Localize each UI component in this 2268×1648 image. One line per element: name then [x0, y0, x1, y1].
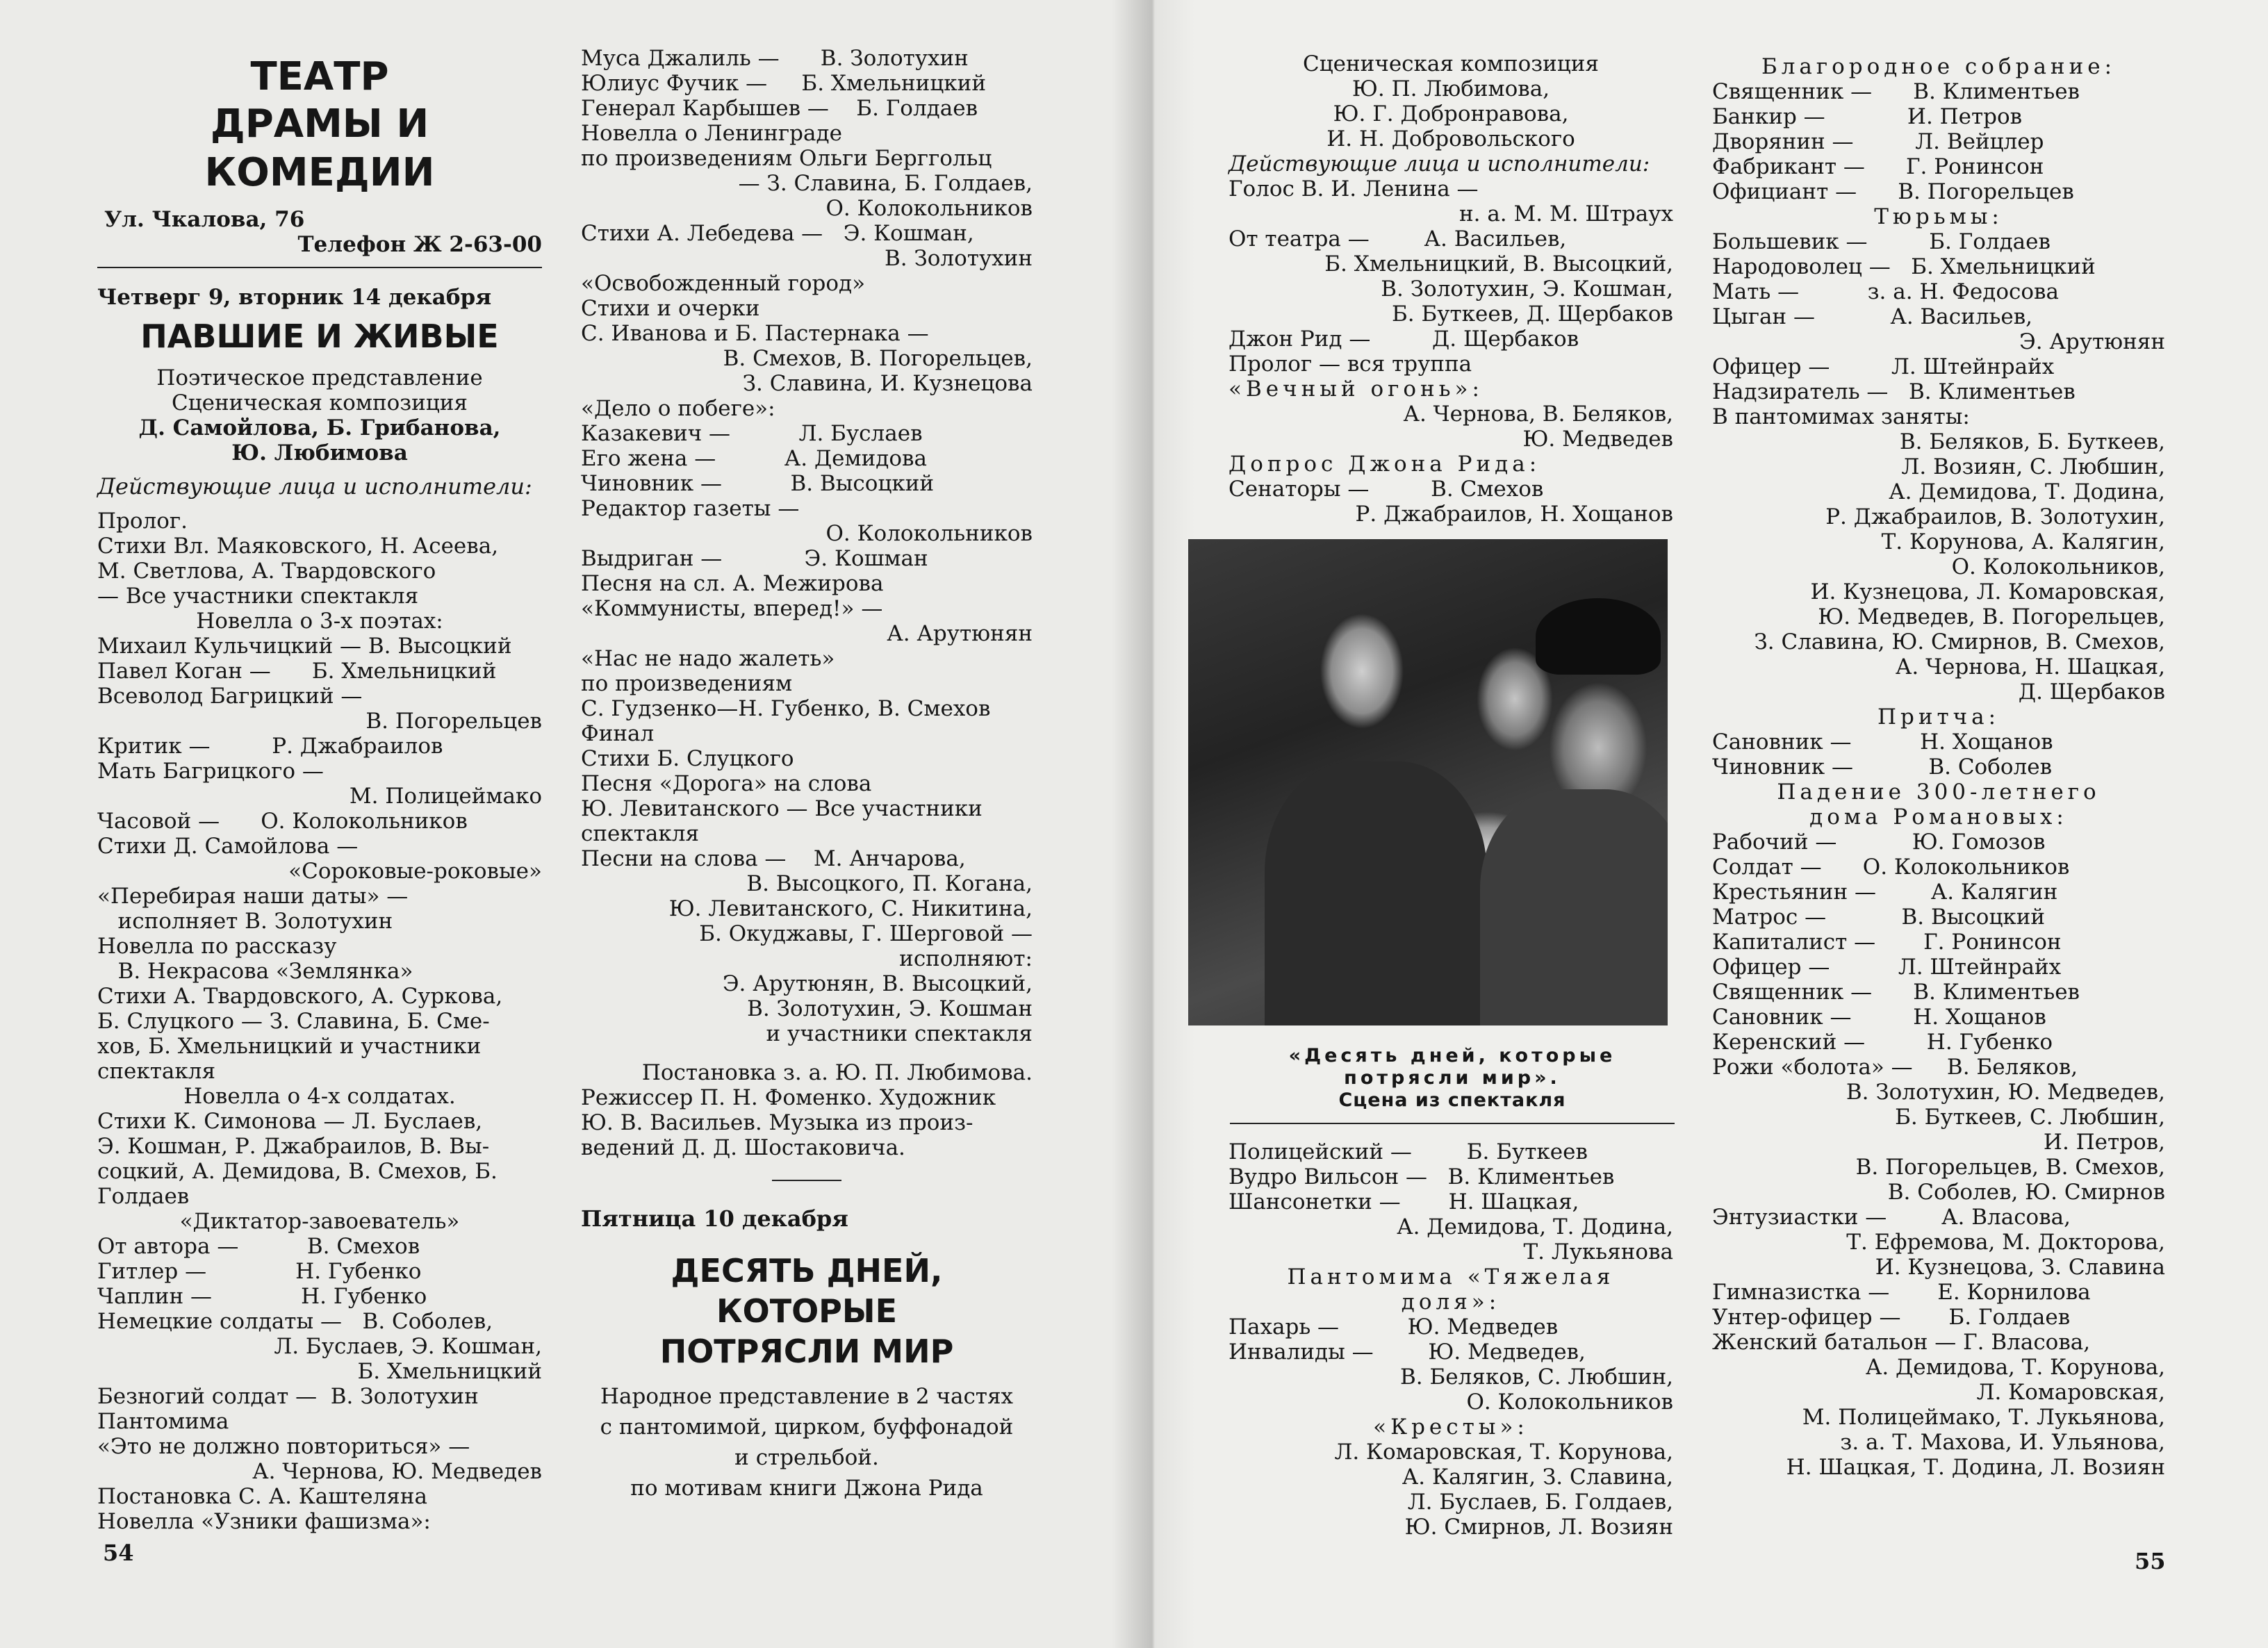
text-line: Пролог — вся труппа — [1228, 352, 1472, 377]
text-line: Д. Щербаков — [2018, 679, 2165, 704]
text-line: «Дело о побеге»: — [581, 396, 775, 421]
text-line: Ю. Г. Добронравова, — [1333, 101, 1569, 126]
text-line: Н. Шацкая, Т. Додина, Л. Возиян — [1786, 1455, 2165, 1480]
text-line: доля»: — [1401, 1289, 1501, 1315]
text-line: О. Колокольников — [825, 196, 1033, 221]
text-line: Немецкие солдаты — В. Соболев, — [97, 1309, 493, 1334]
text-line: по произведениям — [581, 671, 793, 696]
text-line: Критик — Р. Джабраилов — [97, 734, 443, 759]
header-divider — [97, 267, 542, 268]
text-line: Священник — В. Климентьев — [1712, 980, 2080, 1005]
text-line: Благородное собрание: — [1761, 54, 2117, 79]
text-line: В. Золотухин, Э. Кошман — [747, 996, 1033, 1021]
text-line: Шансонетки — Н. Шацкая, — [1228, 1189, 1579, 1214]
photo-caption — [1230, 1045, 1675, 1112]
text-line: Солдат — О. Колокольников — [1712, 855, 2070, 880]
play1-subtitle-line: Поэтическое представление — [156, 365, 483, 390]
text-line: З. Славина, И. Кузнецова — [742, 371, 1033, 396]
text-line: Т. Корунова, А. Калягин, — [1881, 529, 2165, 554]
text-line: Дворянин — Л. Вейцлер — [1712, 129, 2044, 154]
text-line: Пролог. — [97, 509, 188, 534]
text-line: Б. Хмельницкий, В. Высоцкий, — [1324, 252, 1673, 277]
text-line: Р. Джабраилов, В. Золотухин, — [1825, 504, 2165, 529]
text-line: Керенский — Н. Губенко — [1712, 1030, 2053, 1055]
caption-line: потрясли мир». — [1344, 1067, 1561, 1089]
text-line: Официант — В. Погорельцев — [1712, 179, 2074, 204]
photo-figure — [1480, 789, 1668, 1025]
left-column — [97, 51, 542, 1534]
text-line: Чиновник — В. Высоцкий — [581, 471, 935, 496]
text-line: З. Славина, Ю. Смирнов, В. Смехов, — [1754, 629, 2165, 654]
play2-desc-line: с пантомимой, цирком, буффонадой — [600, 1415, 1014, 1440]
play2-title-line: ПОТРЯСЛИ МИР — [659, 1333, 954, 1370]
text-line: Редактор газеты — — [581, 496, 800, 521]
text-line: С. Иванова и Б. Пастернака — — [581, 321, 929, 346]
text-line: «Диктатор-завоеватель» — [179, 1209, 460, 1234]
text-line: А. Демидова, Т. Додина, — [1397, 1214, 1673, 1239]
text-line: А. Демидова, Т. Додина, — [1889, 479, 2165, 504]
text-line: О. Колокольников — [1466, 1390, 1673, 1415]
text-line: Б. Буткеев, С. Любшин, — [1895, 1105, 2165, 1130]
play1-title: ПАВШИЕ И ЖИВЫЕ — [140, 318, 499, 355]
play2-title-line: ДЕСЯТЬ ДНЕЙ, — [671, 1252, 943, 1289]
text-line: Ю. Левитанского — Все участники — [581, 796, 983, 821]
text-line: Песня на сл. А. Межирова — [581, 571, 884, 596]
text-line: Чаплин — Н. Губенко — [97, 1284, 427, 1309]
text-line: С. Гудзенко—Н. Губенко, В. Смехов — [581, 696, 991, 721]
text-line: А. Арутюнян — [887, 621, 1033, 646]
text-line: Т. Ефремова, М. Докторова, — [1846, 1230, 2165, 1255]
text-line: Б. Окуджавы, Г. Шерговой — — [699, 921, 1033, 946]
stage-photo — [1188, 539, 1668, 1025]
text-line: Джон Рид — Д. Щербаков — [1228, 327, 1579, 352]
short-divider — [772, 1180, 841, 1181]
text-line: Полицейский — Б. Буткеев — [1228, 1139, 1588, 1164]
text-line: Матрос — В. Высоцкий — [1712, 905, 2046, 930]
play2-desc-line: по мотивам книги Джона Рида — [630, 1476, 983, 1501]
text-line: Э. Кошман, Р. Джабраилов, В. Вы- — [97, 1134, 490, 1159]
text-line: А. Калягин, З. Славина, — [1402, 1465, 1673, 1490]
text-line: В. Смехов, В. Погорельцев, — [723, 346, 1033, 371]
text-line: Пахарь — Ю. Медведев — [1228, 1315, 1559, 1340]
text-line: н. а. М. М. Штраух — [1458, 201, 1673, 226]
text-line: Унтер-офицер — Б. Голдаев — [1712, 1305, 2071, 1330]
text-line: Крестьянин — А. Калягин — [1712, 880, 2058, 905]
text-line: ведений Д. Д. Шостаковича. — [581, 1135, 905, 1160]
text-line: Б. Хмельницкий — [357, 1359, 542, 1384]
play2-desc-line: Народное представление в 2 частях — [600, 1384, 1013, 1409]
text-line: «Это не должно повториться» — — [97, 1434, 470, 1459]
text-line: Стихи Д. Самойлова — — [97, 834, 359, 859]
page-number-left: 54 — [103, 1540, 134, 1566]
text-line: соцкий, А. Демидова, В. Смехов, Б. — [97, 1159, 498, 1184]
text-line: Ю. П. Любимова, — [1351, 76, 1550, 101]
text-line: Постановка з. а. Ю. П. Любимова. — [641, 1060, 1033, 1085]
text-line: Тюрьмы: — [1874, 204, 2003, 229]
text-line: Банкир — И. Петров — [1712, 104, 2023, 129]
text-line: Большевик — Б. Голдаев — [1712, 229, 2051, 254]
text-line: «Нас не надо жалеть» — [581, 646, 835, 671]
text-line: исполняет В. Золотухин — [97, 909, 393, 934]
text-line: Л. Буслаев, Б. Голдаев, — [1407, 1490, 1673, 1515]
text-line: Притча: — [1877, 704, 2000, 730]
text-line: по произведениям Ольги Берггольц — [581, 146, 992, 171]
text-line: От театра — А. Васильев, — [1228, 226, 1567, 252]
text-line: Новелла по рассказу — [97, 934, 337, 959]
text-line: М. Полицеймако, Т. Лукьянова, — [1802, 1405, 2165, 1430]
text-line: Энтузиастки — А. Власова, — [1712, 1205, 2071, 1230]
text-line: спектакля — [581, 821, 700, 846]
text-line: «Перебирая наши даты» — — [97, 884, 409, 909]
play1-cast-list — [97, 509, 542, 1534]
text-line: И. Н. Добровольского — [1326, 126, 1575, 151]
text-line: Всеволод Багрицкий — — [97, 684, 363, 709]
play1-subtitle-line: Д. Самойлова, Б. Грибанова, — [138, 415, 501, 440]
text-line: Ю. Левитанского, С. Никитина, — [668, 896, 1033, 921]
text-line: Т. Лукьянова — [1523, 1239, 1673, 1264]
text-line: В. Золотухин, Ю. Медведев, — [1846, 1080, 2165, 1105]
text-line: хов, Б. Хмельницкий и участники — [97, 1034, 482, 1059]
caption-line: Сцена из спектакля — [1338, 1089, 1566, 1111]
theatre-name-line2: ДРАМЫ И КОМЕДИИ — [204, 101, 435, 195]
play1-dates: Четверг 9, вторник 14 декабря — [97, 285, 492, 310]
caption-divider — [1230, 1123, 1675, 1124]
play2-date: Пятница 10 декабря — [581, 1205, 848, 1232]
play2-title-line: КОТОРЫЕ — [716, 1292, 897, 1330]
text-line: Действующие лица и исполнители: — [1228, 151, 1650, 176]
text-line: О. Колокольников — [825, 521, 1033, 546]
text-line: Стихи Вл. Маяковского, Н. Асеева, — [97, 534, 499, 559]
text-line: Постановка С. А. Каштеляна — [97, 1484, 427, 1509]
text-line: спектакля — [97, 1059, 216, 1084]
text-line: Режиссер П. Н. Фоменко. Художник — [581, 1085, 996, 1110]
text-line: Мать Багрицкого — — [97, 759, 324, 784]
text-line: Рабочий — Ю. Гомозов — [1712, 830, 2046, 855]
right-column-left-page — [581, 46, 1033, 1503]
theatre-phone: Телефон Ж 2-63-00 — [297, 232, 542, 257]
text-line: В. Погорельцев — [365, 709, 542, 734]
text-line: А. Чернова, Н. Шацкая, — [1895, 654, 2165, 679]
text-line: Капиталист — Г. Ронинсон — [1712, 930, 2062, 955]
text-line: Офицер — Л. Штейнрайх — [1712, 955, 2062, 980]
text-line: Стихи А. Лебедева — Э. Кошман, — [581, 221, 974, 246]
theatre-address: Ул. Чкалова, 76 — [104, 207, 305, 232]
text-line: исполняют: — [899, 946, 1033, 971]
text-line: М. Полицеймако — [349, 784, 542, 809]
play1-subtitle-line: Ю. Любимова — [231, 440, 408, 465]
text-line: В. Беляков, С. Любшин, — [1399, 1365, 1673, 1390]
text-line: Сановник — Н. Хощанов — [1712, 730, 2053, 755]
play2-desc-line: и стрельбой. — [734, 1445, 879, 1470]
text-line: Б. Слуцкого — З. Славина, Б. Сме- — [97, 1009, 490, 1034]
text-line: — Все участники спектакля — [97, 584, 419, 609]
text-line: Выдриган — Э. Кошман — [581, 546, 928, 571]
text-line: Р. Джабраилов, Н. Хощанов — [1355, 502, 1673, 527]
text-line: В пантомимах заняты: — [1712, 404, 1970, 429]
text-line: Гимназистка — Е. Корнилова — [1712, 1280, 2091, 1305]
text-line: Женский батальон — Г. Власова, — [1712, 1330, 2091, 1355]
page-number-right: 55 — [2135, 1548, 2166, 1574]
text-line: В. Погорельцев, В. Смехов, — [1855, 1155, 2165, 1180]
right-page-left-column-top — [1228, 51, 1673, 527]
text-line: Допрос Джона Рида: — [1228, 452, 1541, 477]
photo-figure — [1265, 761, 1487, 1025]
text-line: Инвалиды — Ю. Медведев, — [1228, 1340, 1586, 1365]
text-line: Финал — [581, 721, 655, 746]
text-line: Б. Буткеев, Д. Щербаков — [1392, 302, 1673, 327]
text-line: А. Чернова, В. Беляков, — [1403, 402, 1673, 427]
text-line: Ю. Медведев, В. Погорельцев, — [1818, 604, 2165, 629]
text-line: И. Кузнецова, З. Славина — [1875, 1255, 2165, 1280]
text-line: Генерал Карбышев — Б. Голдаев — [581, 96, 978, 121]
text-line: Ю. В. Васильев. Музыка из произ- — [581, 1110, 973, 1135]
text-line: Пантомима — [97, 1409, 229, 1434]
text-line: Казакевич — Л. Буслаев — [581, 421, 923, 446]
text-line: Гитлер — Н. Губенко — [97, 1259, 422, 1284]
text-line: Надзиратель — В. Климентьев — [1712, 379, 2076, 404]
text-line: М. Светлова, А. Твардовского — [97, 559, 436, 584]
text-line: «Освобожденный город» — [581, 271, 866, 296]
text-line: О. Колокольников, — [1951, 554, 2165, 579]
text-line: Сценическая композиция — [1303, 51, 1599, 76]
text-line: Сенаторы — В. Смехов — [1228, 477, 1544, 502]
text-line: дома Романовых: — [1809, 805, 2068, 830]
text-line: Цыган — А. Васильев, — [1712, 304, 2033, 329]
text-line: Стихи и очерки — [581, 296, 760, 321]
text-line: Новелла о 4-х солдатах. — [183, 1084, 456, 1109]
text-line: А. Чернова, Ю. Медведев — [252, 1459, 542, 1484]
text-line: «Вечный огонь»: — [1228, 377, 1484, 402]
text-line: Ю. Медведев — [1522, 427, 1673, 452]
text-line: От автора — В. Смехов — [97, 1234, 420, 1259]
text-line: Народоволец — Б. Хмельницкий — [1712, 254, 2096, 279]
text-line: Л. Комаровская, Т. Корунова, — [1334, 1440, 1673, 1465]
text-line: з. а. Т. Махова, И. Ульянова, — [1840, 1430, 2165, 1455]
text-line: Безногий солдат — В. Золотухин — [97, 1384, 479, 1409]
text-line: Вудро Вильсон — В. Климентьев — [1228, 1164, 1615, 1189]
text-line: А. Демидова, Т. Корунова, — [1865, 1355, 2165, 1380]
text-line: Голдаев — [97, 1184, 190, 1209]
text-line: И. Петров, — [2043, 1130, 2165, 1155]
text-line: В. Высоцкого, П. Когана, — [746, 871, 1033, 896]
text-line: Л. Буслаев, Э. Кошман, — [274, 1334, 542, 1359]
text-line: «Сороковые-роковые» — [288, 859, 542, 884]
photo-hat — [1536, 598, 1661, 675]
caption-line: «Десять дней, которые — [1288, 1045, 1616, 1066]
text-line: Новелла о 3-х поэтах: — [196, 609, 443, 634]
text-line: Его жена — А. Демидова — [581, 446, 927, 471]
text-line: Офицер — Л. Штейнрайх — [1712, 354, 2055, 379]
text-line: Фабрикант — Г. Ронинсон — [1712, 154, 2044, 179]
text-line: Сановник — Н. Хощанов — [1712, 1005, 2046, 1030]
text-line: И. Кузнецова, Л. Комаровская, — [1810, 579, 2165, 604]
play1-subtitle-line: Сценическая композиция — [172, 390, 468, 415]
play1-cast-list-continued — [581, 46, 1033, 1160]
text-line: Стихи А. Твардовского, А. Суркова, — [97, 984, 503, 1009]
text-line: В. Некрасова «Землянка» — [97, 959, 413, 984]
right-page-left-column-bottom — [1228, 1139, 1673, 1540]
text-line: В. Соболев, Ю. Смирнов — [1887, 1180, 2165, 1205]
text-line: Л. Возиян, С. Любшин, — [1901, 454, 2165, 479]
text-line: «Кресты»: — [1373, 1415, 1529, 1440]
text-line: Михаил Кульчицкий — В. Высоцкий — [97, 634, 512, 659]
text-line: В. Беляков, Б. Буткеев, — [1899, 429, 2165, 454]
text-line: — З. Славина, Б. Голдаев, — [738, 171, 1033, 196]
text-line: и участники спектакля — [766, 1021, 1033, 1046]
theatre-name-line1: ТЕАТР — [250, 54, 389, 99]
text-line: Голос В. И. Ленина — — [1228, 176, 1479, 201]
text-line: Павел Коган — Б. Хмельницкий — [97, 659, 497, 684]
text-line: Мать — з. а. Н. Федосова — [1712, 279, 2059, 304]
text-line: Новелла «Узники фашизма»: — [97, 1509, 431, 1534]
text-line: Ю. Смирнов, Л. Возиян — [1404, 1515, 1673, 1540]
text-line — [581, 1046, 1033, 1060]
text-line: В. Золотухин — [884, 246, 1033, 271]
text-line: Пантомима «Тяжелая — [1287, 1264, 1615, 1289]
text-line: Священник — В. Климентьев — [1712, 79, 2080, 104]
text-line: «Коммунисты, вперед!» — — [581, 596, 883, 621]
text-line: Муса Джалиль — В. Золотухин — [581, 46, 969, 71]
text-line: Падение 300-летнего — [1777, 780, 2101, 805]
text-line: Песня «Дорога» на слова — [581, 771, 872, 796]
text-line: Л. Комаровская, — [1976, 1380, 2165, 1405]
text-line: Чиновник — В. Соболев — [1712, 755, 2053, 780]
text-line: Часовой — О. Колокольников — [97, 809, 468, 834]
text-line: Юлиус Фучик — Б. Хмельницкий — [581, 71, 986, 96]
right-page-right-column — [1712, 54, 2165, 1480]
text-line: Новелла о Ленинграде — [581, 121, 842, 146]
text-line: Песни на слова — М. Анчарова, — [581, 846, 966, 871]
text-line: Рожи «болота» — В. Беляков, — [1712, 1055, 2078, 1080]
text-line: Стихи К. Симонова — Л. Буслаев, — [97, 1109, 483, 1134]
text-line: Стихи Б. Слуцкого — [581, 746, 794, 771]
text-line: Э. Арутюнян, В. Высоцкий, — [722, 971, 1033, 996]
text-line: Э. Арутюнян — [2019, 329, 2165, 354]
text-line: В. Золотухин, Э. Кошман, — [1381, 277, 1673, 302]
play1-cast-heading: Действующие лица и исполнители: — [97, 473, 532, 500]
